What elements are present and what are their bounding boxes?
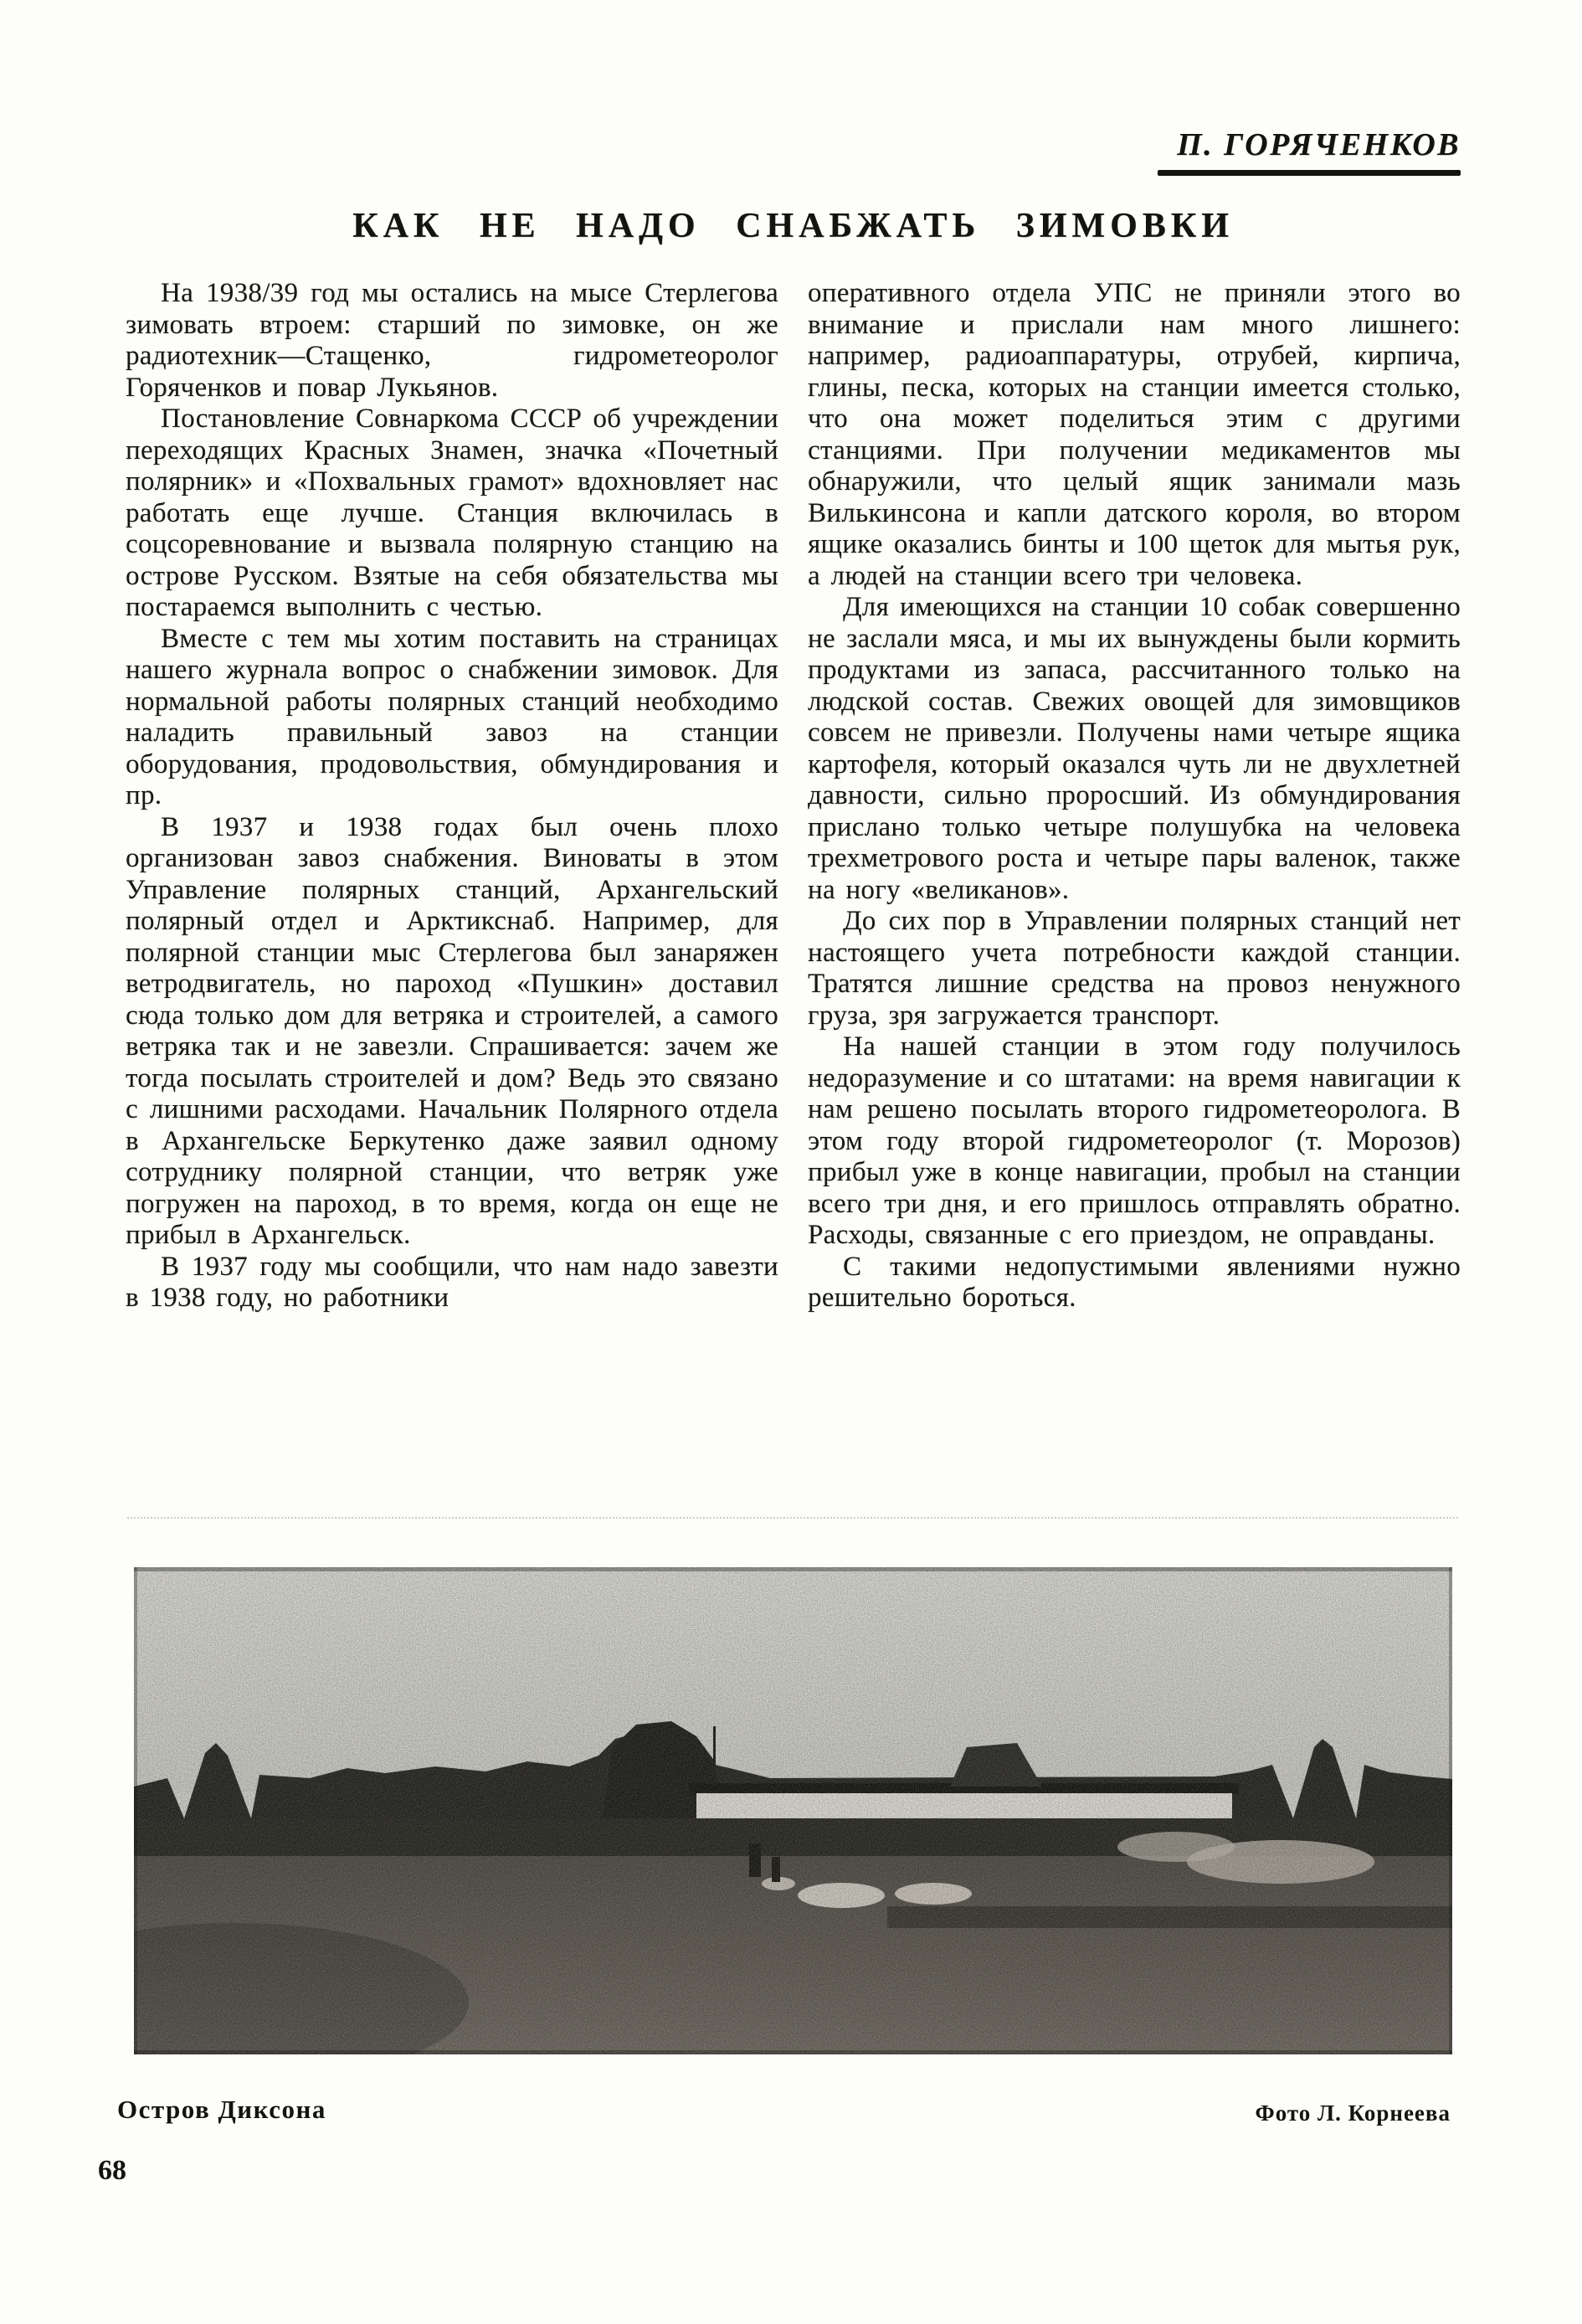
author-byline: П. ГОРЯЧЕНКОВ xyxy=(1177,127,1461,162)
author-underline xyxy=(1158,170,1461,176)
photo-caption: Остров Диксона xyxy=(117,2095,326,2124)
paragraph: В 1937 и 1938 годах был очень плохо организован завоз снабжения. Виноваты в этом Управление полярных станций, Архангельский полярный отдел и Арктикснаб. Например, для полярной станции мыс Стерлегова был занаряжен ветродвигатель, но пароход «Пушкин» доставил сюда только дом для ветряка и строителей, а самого ветряка так и не завезли. Спрашивается: зачем же тогда посылать строителей и дом? Ведь это связано с лишними расходами. Начальник Полярного отдела в Архангельске Беркутенко даже заявил одному сотруднику полярной станции, что ветряк уже погружен на пароход, в то время, когда он еще не прибыл в Архангельск. xyxy=(126,811,778,1250)
paragraph: На 1938/39 год мы остались на мысе Стерлегова зимовать втроем: старший по зимовке, он же радиотехник—Стащенко, гидрометеоролог Горяченков и повар Лукьянов. xyxy=(126,278,778,403)
photo-credit: Фото Л. Корнеева xyxy=(1255,2100,1451,2126)
paragraph: оперативного отдела УПС не приняли этого во внимание и прислали нам много лишнего: например, радиоаппаратуры, отрубей, кирпича, глины, песка, которых на станции имеется столько, что она может поделиться этим с другими станциями. При получении медикаментов мы обнаружили, что целый ящик занимали мазь Вилькинсона и капли датского короля, во втором ящике оказались бинты и 100 щеток для мытья рук, а людей на станции всего три человека. xyxy=(808,278,1461,591)
scan-artifact-line xyxy=(127,1517,1458,1519)
paragraph: На нашей станции в этом году получилось недоразумение и со штатами: на время навигации к нам решено посылать второго гидрометеоролога. В этом году второй гидрометеоролог (т. Морозов) прибыл уже в конце навигации, пробыл на станции всего три дня, и его пришлось отправлять обратно. Расходы, связанные с его приездом, не оправданы. xyxy=(808,1031,1461,1250)
paragraph: Постановление Совнаркома СССР об учреждении переходящих Красных Знамен, значка «Почетный полярник» и «Похвальных грамот» вдохновляет нас работать еще лучше. Станция включилась в соцсоревнование и вызвала полярную станцию на острове Русском. Взятые на себя обязательства мы постараемся выполнить с честью. xyxy=(126,404,778,622)
paragraph: С такими недопустимыми явлениями нужно решительно бороться. xyxy=(808,1251,1461,1313)
paragraph: Вместе с тем мы хотим поставить на страницах нашего журнала вопрос о снабжении зимовок. Для нормальной работы полярных станций необходимо наладить правильный завоз на станции оборудования, продовольствия, обмундирования и пр. xyxy=(126,623,778,810)
paragraph: В 1937 году мы сообщили, что нам надо завезти в 1938 году, но работники xyxy=(126,1251,778,1313)
paragraph: Для имеющихся на станции 10 собак совершенно не заслали мяса, и мы их вынуждены были кормить продуктами из запаса, рассчитанного только на людской состав. Свежих овощей для зимовщиков совсем не привезли. Получены нами четыре ящика картофеля, который оказался чуть ли не двухлетней давности, сильно проросший. Из обмундирования прислано только четыре полушубка на человека трехметрового роста и четыре пары валенок, также на ногу «великанов». xyxy=(808,592,1461,905)
station-photo-image xyxy=(134,1567,1452,2054)
text-column-right xyxy=(808,278,1461,1314)
article-title: КАК НЕ НАДО СНАБЖАТЬ ЗИМОВКИ xyxy=(352,207,1234,245)
text-column-left xyxy=(126,278,778,1314)
page-number: 68 xyxy=(98,2155,126,2186)
paragraph: До сих пор в Управлении полярных станций нет настоящего учета потребности каждой станции. Тратятся лишние средства на провоз ненужного груза, зря загружается транспорт. xyxy=(808,906,1461,1031)
station-photo xyxy=(134,1567,1452,2054)
